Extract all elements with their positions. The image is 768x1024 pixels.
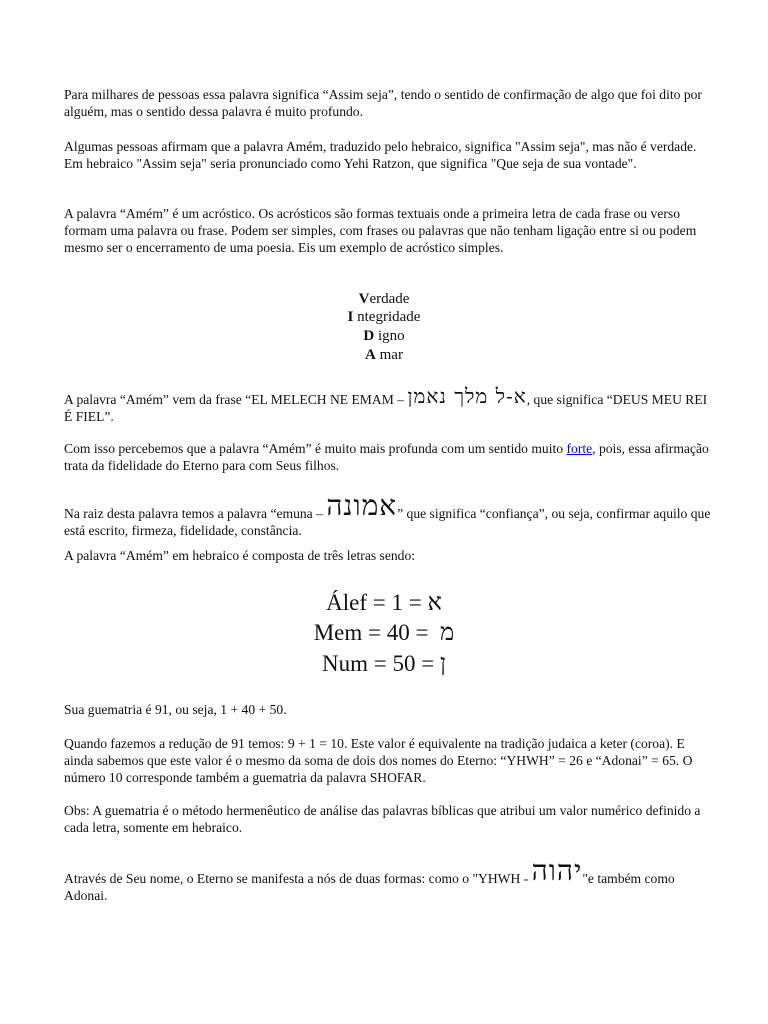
hebrew-letter-mem: מ xyxy=(440,618,455,646)
yhwh-text-after: "e também como Adonai. xyxy=(64,871,675,903)
paragraph-guematria-91: Sua guematria é 91, ou seja, 1 + 40 + 50. xyxy=(64,702,287,717)
paragraph-tres-letras: A palavra “Amém” em hebraico é composta de três letras sendo: xyxy=(64,548,416,563)
forte-link[interactable]: forte xyxy=(566,441,593,456)
paragraph-reducao: Quando fazemos a redução de 91 temos: 9 + 1 = 10. Este valor é equivalente na tradição judaica a keter (coroa). E ainda sabemos que este valor é o mesmo da soma de dois dos nomes do Eterno: “YHWH” = 26 e “Adonai” = 65. O número 10 corresponde também a guematria da palavra SHOFAR. xyxy=(64,736,693,785)
acrostic-rest-1: erdade xyxy=(369,291,410,307)
gematria-value-mem: 40 xyxy=(386,620,410,645)
acrostic-rest-3: igno xyxy=(374,328,405,344)
gematria-name-mem: Mem xyxy=(313,620,363,645)
acrostic-initial-4: A xyxy=(365,347,376,363)
acrostic-initial-3: D xyxy=(363,328,375,344)
profundidade-text-before: Com isso percebemos que a palavra “Amém” é muito mais profunda com um sentido muito xyxy=(64,441,567,456)
gematria-row-alef: Álef = א = 1 xyxy=(326,588,442,616)
paragraph-yhwh-adonai xyxy=(64,854,712,904)
acrostic-initial-2: I xyxy=(347,309,354,325)
paragraph-profundidade xyxy=(64,440,712,474)
hebrew-yhwh: יהוה xyxy=(531,854,583,887)
paragraph-assim-seja: Algumas pessoas afirmam que a palavra Amém, traduzido pelo hebraico, significa "Assim seja", mas não é verdade. Em hebraico "Assim seja" seria pronunciado como Yehi Ratzon, que significa "Que seja de sua vontade". xyxy=(64,139,697,171)
acrostic-rest-2: ntegridade xyxy=(353,309,421,325)
gematria-value-num: 50 xyxy=(392,651,416,676)
acrostic-line-2 xyxy=(0,308,768,327)
gematria-row-num: Num = ן = 50 xyxy=(321,649,447,677)
el-melech-text-after: , que significa “DEUS MEU REI É FIEL”. xyxy=(64,392,708,424)
emuna-text-before: Na raiz desta palavra temos a palavra “emuna – xyxy=(64,506,327,521)
acrostic-line-4 xyxy=(0,346,768,365)
el-melech-text-before: A palavra “Amém” vem da frase “EL MELECH NE EMAM – xyxy=(64,392,408,407)
hebrew-letter-alef: א xyxy=(427,588,442,616)
acrostic-initial-1: V xyxy=(358,291,370,307)
acrostic-rest-4: mar xyxy=(375,347,403,363)
paragraph-obs-guematria: Obs: A guematria é o método hermenêutico de análise das palavras bíblicas que atribui um valor numérico definido a cada letra, somente em hebraico. xyxy=(64,803,701,835)
gematria-value-alef: 1 xyxy=(391,590,403,615)
gematria-name-alef: Álef xyxy=(326,590,367,615)
paragraph-emuna xyxy=(64,489,712,539)
emuna-text-after: ” que significa “confiança”, ou seja, confirmar aquilo que está escrito, firmeza, fidelidade, constância. xyxy=(64,506,711,538)
paragraph-el-melech xyxy=(64,384,712,425)
acrostic-line-3 xyxy=(0,327,768,346)
profundidade-text-after: , pois, essa afirmação trata da fidelidade do Eterno para com Seus filhos. xyxy=(64,441,709,473)
gematria-row-mem: Mem = מ = 40 xyxy=(313,618,455,646)
yhwh-text-before: Através de Seu nome, o Eterno se manifesta a nós de duas formas: como o "YHWH - xyxy=(64,871,532,886)
gematria-name-num: Num xyxy=(321,651,368,676)
hebrew-emuna: אמונה xyxy=(326,489,398,522)
acrostic-line-1 xyxy=(0,290,768,309)
paragraph-acrostic-definition: A palavra “Amém” é um acróstico. Os acrósticos são formas textuais onde a primeira letra de cada frase ou verso formam uma palavra ou frase. Podem ser simples, com frases ou palavras que não tenham ligação entre si ou podem mesmo ser o encerramento de uma poesia. Eis um exemplo de acróstico simples. xyxy=(64,206,697,255)
paragraph-intro: Para milhares de pessoas essa palavra significa “Assim seja”, tendo o sentido de confirmação de algo que foi dito por alguém, mas o sentido dessa palavra é muito profundo. xyxy=(64,87,702,119)
hebrew-el-melech-neeman: א-ל מלך נאמן xyxy=(407,384,527,408)
hebrew-letter-nun-sofit: ן xyxy=(439,649,447,677)
